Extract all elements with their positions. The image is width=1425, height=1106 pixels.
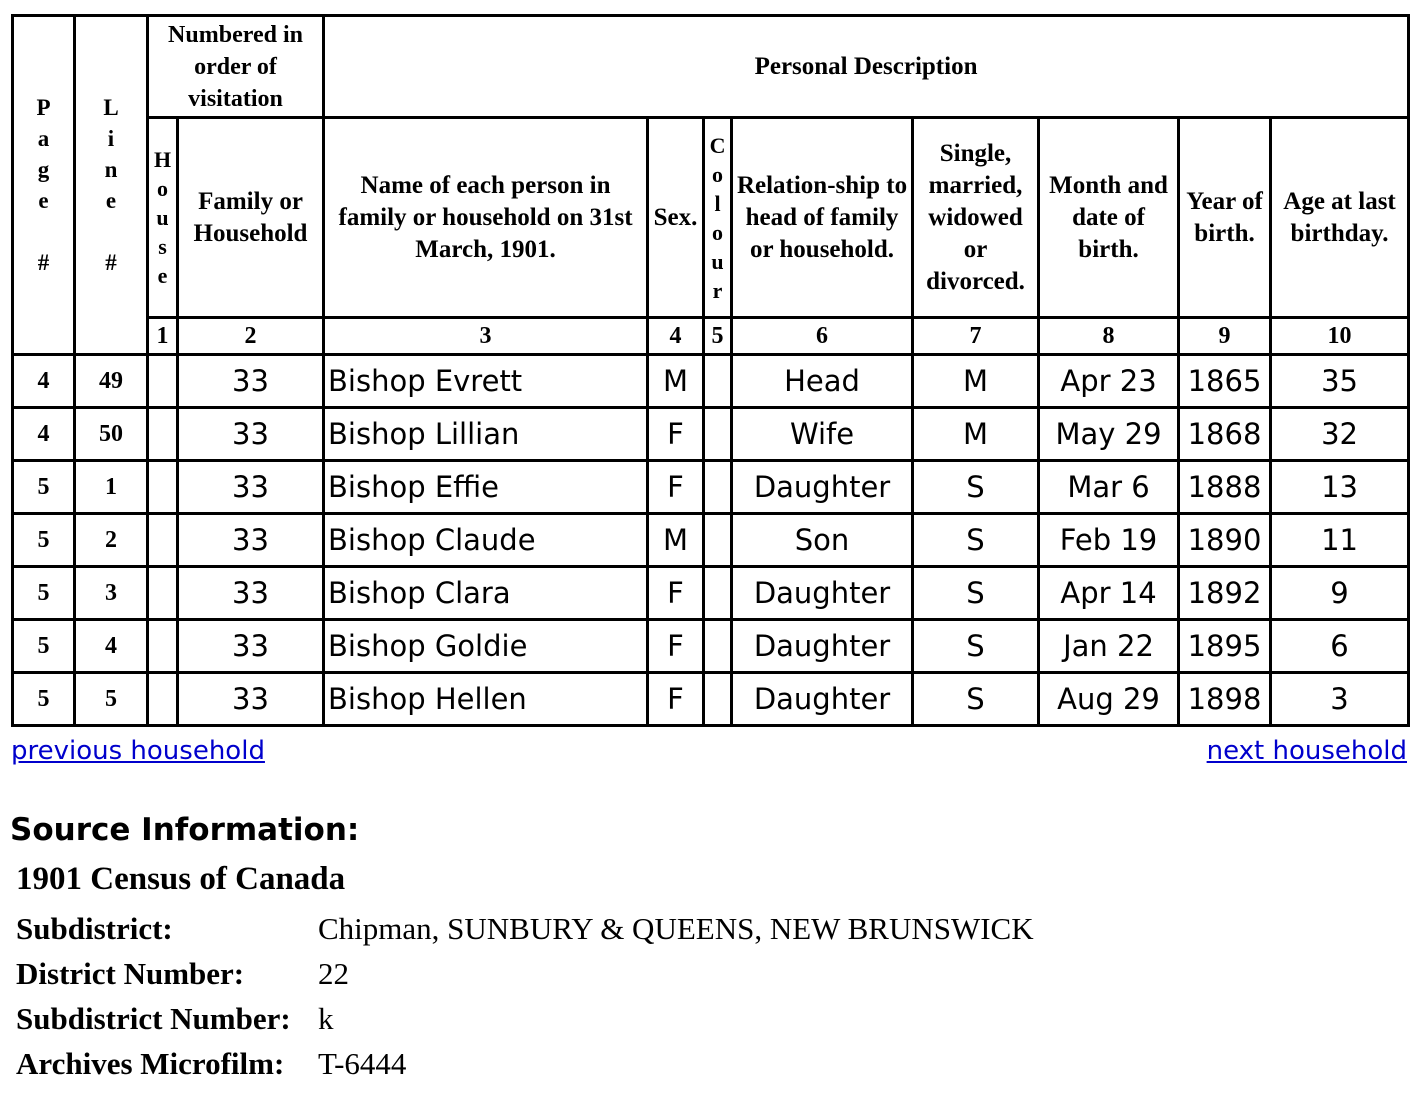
marital-cell: S: [913, 514, 1039, 567]
house-header-letter: s: [158, 234, 167, 259]
age-cell: 6: [1271, 620, 1409, 673]
archives-microfilm-value: T-6444: [318, 1046, 407, 1081]
marital-cell: M: [913, 408, 1039, 461]
age-cell: 35: [1271, 355, 1409, 408]
page-header-letter: e: [38, 188, 49, 213]
relationship-cell: Daughter: [732, 673, 913, 726]
marital-cell: S: [913, 673, 1039, 726]
family-cell: 33: [178, 514, 324, 567]
relationship-cell: Daughter: [732, 567, 913, 620]
line-header-letter: i: [107, 126, 115, 151]
page-cell: 5: [13, 514, 75, 567]
table-row: [13, 461, 1409, 514]
colour-cell: [704, 461, 732, 514]
line-cell: 4: [75, 620, 148, 673]
birth-date-cell: Mar 6: [1039, 461, 1179, 514]
page-header-letter: P: [36, 95, 51, 120]
age-cell: 3: [1271, 673, 1409, 726]
colour-cell: [704, 408, 732, 461]
next-household-link[interactable]: next household: [1206, 736, 1407, 766]
house-header-letter: o: [157, 176, 168, 201]
birth-date-cell: Aug 29: [1039, 673, 1179, 726]
birth-date-cell: Feb 19: [1039, 514, 1179, 567]
line-header: [75, 16, 148, 355]
house-cell: [148, 673, 178, 726]
page-header-letter: g: [37, 157, 50, 182]
subdistrict-label: Subdistrict:: [16, 911, 173, 946]
birth-year-cell: 1892: [1179, 567, 1271, 620]
birth-date-cell: Jan 22: [1039, 620, 1179, 673]
census-title: 1901 Census of Canada: [16, 861, 346, 897]
table-row: [13, 408, 1409, 461]
sex-cell: M: [648, 514, 704, 567]
line-header-letter: L: [103, 95, 119, 120]
column-number: 2: [178, 318, 324, 355]
column-number: 4: [648, 318, 704, 355]
page-header-letter: a: [37, 126, 50, 151]
page-cell: 4: [13, 355, 75, 408]
sex-cell: F: [648, 461, 704, 514]
age-cell: 32: [1271, 408, 1409, 461]
line-cell: 1: [75, 461, 148, 514]
relationship-cell: Daughter: [732, 461, 913, 514]
subdistrict-number-value: k: [318, 1001, 334, 1036]
relationship-cell: Head: [732, 355, 913, 408]
relationship-header: Relation-ship to head of family or household.: [732, 118, 913, 318]
name-cell: Bishop Effie: [324, 461, 648, 514]
name-header: Name of each person in family or household on 31st March, 1901.: [324, 118, 648, 318]
house-header-letter: u: [156, 205, 169, 230]
census-rows: [13, 355, 1409, 726]
colour-header-letter: r: [712, 277, 723, 303]
colour-cell: [704, 567, 732, 620]
page-cell: 5: [13, 461, 75, 514]
previous-household-link[interactable]: previous household: [11, 736, 265, 766]
page-header-letter: [14, 216, 73, 247]
name-cell: Bishop Clara: [324, 567, 648, 620]
sex-cell: F: [648, 620, 704, 673]
page-cell: 5: [13, 620, 75, 673]
name-cell: Bishop Lillian: [324, 408, 648, 461]
birth-year-cell: 1890: [1179, 514, 1271, 567]
house-header-letter: e: [157, 263, 168, 288]
line-header-letter: #: [105, 250, 117, 275]
colour-header-letter: u: [711, 248, 724, 274]
sex-cell: M: [648, 355, 704, 408]
marital-cell: S: [913, 620, 1039, 673]
birth-year-cell: 1895: [1179, 620, 1271, 673]
archives-microfilm-label: Archives Microfilm:: [16, 1046, 285, 1081]
subdistrict-value: Chipman, SUNBURY & QUEENS, NEW BRUNSWICK: [318, 911, 1034, 946]
table-row: [13, 620, 1409, 673]
relationship-cell: Wife: [732, 408, 913, 461]
column-number: 3: [324, 318, 648, 355]
colour-header-letter: o: [712, 219, 724, 245]
sex-cell: F: [648, 567, 704, 620]
birth-date-header: Month and date of birth.: [1039, 118, 1179, 318]
house-cell: [148, 514, 178, 567]
colour-cell: [704, 673, 732, 726]
colour-cell: [704, 355, 732, 408]
birth-date-cell: May 29: [1039, 408, 1179, 461]
birth-year-cell: 1888: [1179, 461, 1271, 514]
house-header: [148, 118, 178, 318]
marital-cell: S: [913, 461, 1039, 514]
colour-header: [704, 118, 732, 318]
page-cell: 5: [13, 567, 75, 620]
colour-header-letter: l: [714, 190, 721, 216]
house-cell: [148, 355, 178, 408]
table-row: [13, 567, 1409, 620]
table-row: [13, 673, 1409, 726]
family-header: Family or Household: [178, 118, 324, 318]
house-cell: [148, 620, 178, 673]
age-cell: 9: [1271, 567, 1409, 620]
marital-cell: S: [913, 567, 1039, 620]
source-information-heading: Source Information:: [10, 812, 360, 848]
house-cell: [148, 567, 178, 620]
name-cell: Bishop Evrett: [324, 355, 648, 408]
family-cell: 33: [178, 408, 324, 461]
colour-header-letter: o: [712, 161, 724, 187]
line-cell: 50: [75, 408, 148, 461]
birth-year-header: Year of birth.: [1179, 118, 1271, 318]
column-number: 1: [148, 318, 178, 355]
sex-header: Sex.: [648, 118, 704, 318]
family-cell: 33: [178, 567, 324, 620]
numbered-header: Numbered in order of visitation: [148, 16, 324, 118]
birth-year-cell: 1865: [1179, 355, 1271, 408]
sex-cell: F: [648, 408, 704, 461]
name-cell: Bishop Hellen: [324, 673, 648, 726]
relationship-cell: Daughter: [732, 620, 913, 673]
page-cell: 5: [13, 673, 75, 726]
house-header-letter: H: [153, 147, 172, 172]
colour-cell: [704, 620, 732, 673]
house-cell: [148, 408, 178, 461]
name-cell: Bishop Goldie: [324, 620, 648, 673]
column-number: 10: [1271, 318, 1409, 355]
birth-date-cell: Apr 14: [1039, 567, 1179, 620]
page-cell: 4: [13, 408, 75, 461]
table-row: [13, 514, 1409, 567]
birth-year-cell: 1898: [1179, 673, 1271, 726]
marital-cell: M: [913, 355, 1039, 408]
birth-date-cell: Apr 23: [1039, 355, 1179, 408]
personal-description-header: Personal Description: [324, 16, 1409, 118]
line-cell: 5: [75, 673, 148, 726]
colour-cell: [704, 514, 732, 567]
family-cell: 33: [178, 461, 324, 514]
line-header-letter: n: [104, 157, 118, 182]
birth-year-cell: 1868: [1179, 408, 1271, 461]
table-row: [13, 355, 1409, 408]
relationship-cell: Son: [732, 514, 913, 567]
age-cell: 13: [1271, 461, 1409, 514]
district-number-label: District Number:: [16, 956, 245, 991]
line-cell: 49: [75, 355, 148, 408]
census-table: [11, 14, 1410, 727]
subdistrict-number-label: Subdistrict Number:: [16, 1001, 291, 1036]
line-cell: 2: [75, 514, 148, 567]
age-cell: 11: [1271, 514, 1409, 567]
age-header: Age at last birthday.: [1271, 118, 1409, 318]
line-header-letter: [76, 216, 146, 247]
column-number: 9: [1179, 318, 1271, 355]
house-cell: [148, 461, 178, 514]
name-cell: Bishop Claude: [324, 514, 648, 567]
colour-header-letter: C: [709, 132, 726, 158]
column-number: 5: [704, 318, 732, 355]
column-number: 8: [1039, 318, 1179, 355]
line-header-letter: e: [105, 188, 117, 213]
family-cell: 33: [178, 620, 324, 673]
line-cell: 3: [75, 567, 148, 620]
district-number-value: 22: [318, 956, 349, 991]
column-number: 7: [913, 318, 1039, 355]
page-header-letter: #: [37, 250, 50, 275]
marital-header: Single, married, widowed or divorced.: [913, 118, 1039, 318]
sex-cell: F: [648, 673, 704, 726]
family-cell: 33: [178, 355, 324, 408]
family-cell: 33: [178, 673, 324, 726]
column-number: 6: [732, 318, 913, 355]
page-header: [13, 16, 75, 355]
